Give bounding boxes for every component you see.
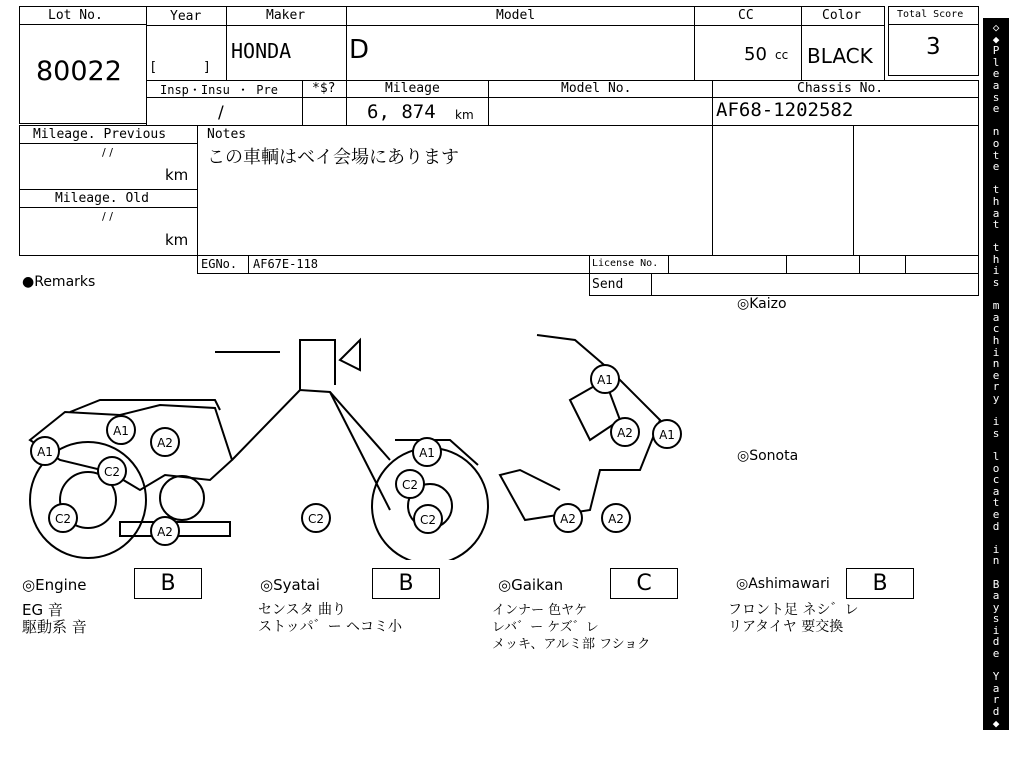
banner-char: a (992, 310, 1000, 324)
svg-text:C2: C2 (103, 465, 121, 479)
banner-char: l (992, 449, 1000, 463)
insp-value: / (218, 103, 224, 123)
banner-char: i (992, 623, 1000, 637)
gaikan-grade-label: ◎Gaikan (498, 576, 564, 594)
banner-char: r (992, 380, 1000, 394)
marker-a1-view-side (653, 420, 681, 448)
banner-char (993, 567, 1000, 579)
banner-char: s (992, 276, 1000, 290)
chassis-value: AF68-1202582 (716, 99, 854, 121)
marker-c2-rear (49, 504, 77, 532)
ashimawari-notes: フロント足 ネシ゛レ リアタイヤ 要交換 (728, 602, 859, 635)
banner-char: t (992, 218, 1000, 232)
banner-char: e (992, 67, 1000, 81)
year-label: Year (170, 9, 202, 24)
banner-char: o (992, 136, 1000, 150)
banner-char: a (992, 206, 1000, 220)
marker-c2-fork (396, 470, 424, 498)
marker-a2-view-bottom-right (602, 504, 630, 532)
notes-text: この車輌はベイ会場にあります (207, 147, 459, 168)
banner-char: t (992, 183, 1000, 197)
banner-char: e (992, 102, 1000, 116)
banner-char: d (992, 519, 1000, 533)
mileage-label: Mileage (385, 81, 440, 96)
cc-value: 50 (744, 44, 767, 65)
svg-text:A1: A1 (659, 428, 675, 442)
kaizo-label: ◎Kaizo (737, 296, 787, 312)
svg-text:A1: A1 (113, 424, 129, 438)
eg-divider (248, 255, 249, 274)
left-body-outline (30, 405, 232, 490)
marker-a1-front (413, 438, 441, 466)
marker-c2-mid (98, 457, 126, 485)
left-steering (300, 340, 335, 390)
prev-mileage-label: Mileage. Previous (33, 127, 167, 142)
send-divider (651, 273, 652, 296)
banner-char: n (992, 125, 1000, 139)
notes-label: Notes (207, 127, 247, 142)
banner-char: l (992, 55, 1000, 69)
send-cell (589, 273, 979, 296)
ashimawari-grade-box: B (846, 568, 914, 599)
banner-char: Y (992, 670, 1000, 684)
sonota-label: ◎Sonota (737, 448, 799, 464)
banner-char: P (992, 44, 1000, 58)
left-seat (70, 400, 220, 412)
banner-char: i (992, 415, 1000, 429)
banner-char: t (992, 241, 1000, 255)
gaikan-notes: インナー 色ヤケ レバ゛ー ケズ゛レ メッキ、アルミ部 フショク (492, 603, 651, 652)
banner-char: t (992, 496, 1000, 510)
banner-char: s (992, 612, 1000, 626)
banner-char: d (992, 705, 1000, 719)
banner-char: d (992, 635, 1000, 649)
cc-unit: cc (775, 48, 789, 62)
banner-char: i (992, 542, 1000, 556)
prev-mileage-unit: km (165, 166, 189, 184)
eg-value: AF67E-118 (253, 257, 319, 271)
svg-text:A2: A2 (560, 512, 576, 526)
left-windscreen (340, 340, 360, 370)
banner-top-symbol: ◇◆ (992, 21, 1000, 46)
banner-char: B (992, 577, 1000, 591)
marker-a2-top (151, 428, 179, 456)
notes-divider-2 (853, 125, 854, 256)
banner-char: c (992, 322, 1000, 336)
old-mileage-label: Mileage. Old (55, 191, 149, 206)
banner-char: s (992, 426, 1000, 440)
license-divider-4 (905, 255, 906, 274)
svg-text:A2: A2 (608, 512, 624, 526)
svg-text:C2: C2 (401, 478, 419, 492)
chassis-label: Chassis No. (797, 81, 884, 96)
marker-a2-exhaust (151, 517, 179, 545)
old-mileage-unit: km (165, 231, 189, 249)
eg-label: EGNo. (201, 257, 238, 271)
marker-a1-view-top (591, 365, 619, 393)
color-value: BLACK (807, 44, 873, 68)
send-label: Send (592, 277, 624, 292)
banner-char: y (992, 392, 1000, 405)
gaikan-grade-box: C (610, 568, 678, 599)
svg-text:C2: C2 (307, 512, 325, 526)
svg-text:A2: A2 (617, 426, 633, 440)
engine-notes: EG 音 駆動系 音 (22, 601, 87, 636)
svg-text:A1: A1 (597, 373, 613, 387)
marker-a1-left (31, 437, 59, 465)
marker-a2-view-bottom-left (554, 504, 582, 532)
cc-label: CC (738, 8, 754, 23)
old-mileage-date: / / (102, 210, 113, 223)
banner-char: a (992, 589, 1000, 603)
left-engine-cover (160, 476, 204, 520)
svg-text:A2: A2 (157, 525, 173, 539)
maker-label: Maker (266, 8, 306, 23)
banner-char: a (992, 681, 1000, 695)
banner-char: h (992, 252, 1000, 266)
banner-char: t (992, 148, 1000, 162)
insp-label: Insp・Insu ・ Pre (160, 83, 278, 97)
banner-char: r (992, 693, 1000, 707)
svg-text:A1: A1 (419, 446, 435, 460)
score-value: 3 (926, 34, 941, 60)
ashimawari-grade-label: ◎Ashimawari (736, 576, 830, 592)
banner-char: o (992, 461, 1000, 475)
banner-char: e (992, 368, 1000, 382)
maker-value: HONDA (231, 39, 292, 63)
motorcycle-damage-diagram (0, 300, 720, 560)
svg-text:C2: C2 (54, 512, 72, 526)
license-divider-2 (786, 255, 787, 274)
banner-char: a (992, 78, 1000, 92)
engine-grade-label: ◎Engine (22, 576, 87, 594)
mileage-unit: km (455, 108, 474, 122)
banner-char: e (992, 647, 1000, 661)
banner-char (993, 532, 1000, 544)
banner-char: s (992, 90, 1000, 104)
color-label: Color (822, 8, 862, 23)
license-divider-1 (668, 255, 669, 274)
svg-text:A1: A1 (37, 445, 53, 459)
lot-value: 80022 (36, 56, 122, 87)
model-value: D (349, 35, 370, 65)
notes-divider-1 (712, 125, 713, 256)
syatai-notes: センスタ 曲り ストッパ゛ー ヘコミ小 (258, 602, 403, 635)
year-bracket-open: [ (151, 60, 157, 75)
banner-char: e (992, 160, 1000, 174)
modelno-label: Model No. (561, 81, 632, 96)
syatai-grade-box: B (372, 568, 440, 599)
price-label: *$? (312, 81, 336, 96)
score-label: Total Score (897, 9, 964, 20)
banner-char: c (992, 473, 1000, 487)
banner-bottom-symbol: ◆◇ (992, 716, 1000, 742)
banner-char: e (992, 507, 1000, 521)
banner-char: n (992, 357, 1000, 371)
banner-char: y (992, 600, 1000, 614)
svg-text:A2: A2 (157, 436, 173, 450)
license-divider-3 (859, 255, 860, 274)
marker-c2-floor (302, 504, 330, 532)
banner-char: a (992, 484, 1000, 498)
remarks-label: ●Remarks (22, 274, 96, 290)
svg-text:C2: C2 (419, 513, 437, 527)
banner-char: h (992, 334, 1000, 348)
marker-a1-top (107, 416, 135, 444)
banner-char: n (992, 554, 1000, 568)
banner-char: i (992, 264, 1000, 278)
left-frame (232, 390, 390, 460)
lot-label: Lot No. (48, 8, 103, 23)
banner-char: h (992, 194, 1000, 208)
license-label: License No. (592, 258, 659, 269)
prev-mileage-date: / / (102, 146, 113, 159)
banner-char: m (992, 299, 1000, 313)
marker-c2-wheel (414, 505, 442, 533)
banner-text (993, 45, 1000, 717)
syatai-grade-label: ◎Syatai (260, 576, 320, 594)
mileage-value: 6, 874 (367, 101, 436, 123)
banner-char: i (992, 345, 1000, 359)
model-label: Model (496, 8, 536, 23)
marker-a2-view-side (611, 418, 639, 446)
location-notice-banner (983, 18, 1009, 742)
year-bracket-close: ] (204, 60, 210, 75)
engine-grade-box: B (134, 568, 202, 599)
